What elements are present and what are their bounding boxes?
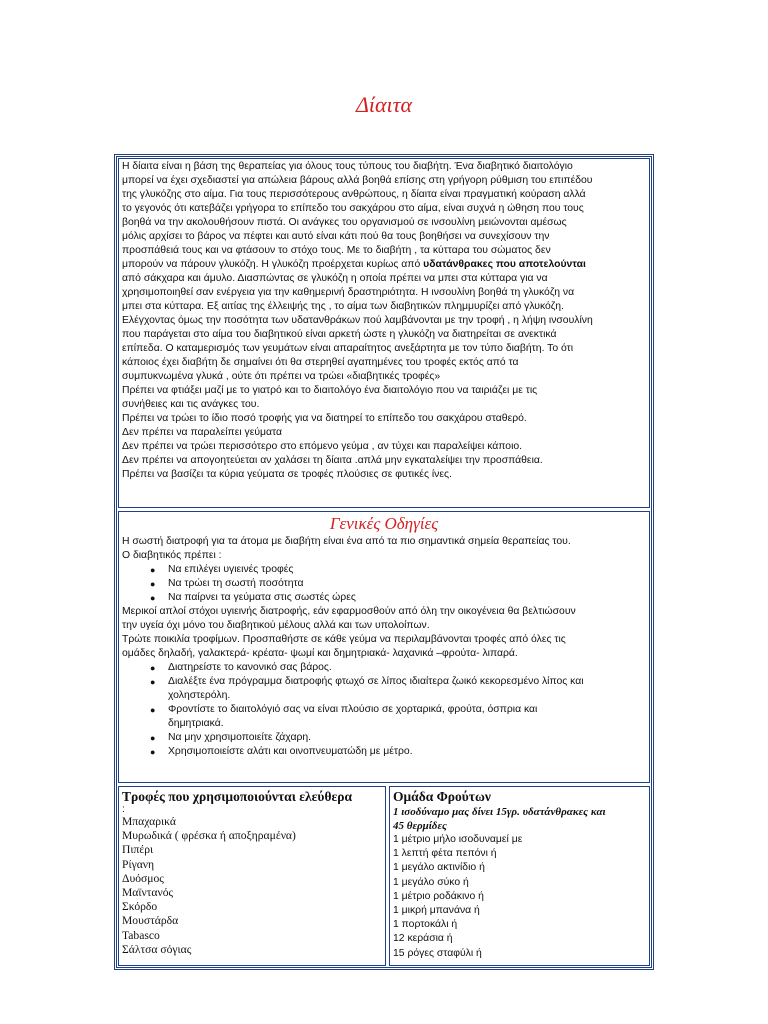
bullet-item: [152, 731, 646, 745]
intro-line: που παράγεται στο αίμα του διαβητικού είναι αρκετή ώστε η γλυκόζη να διατηρείται σε ανεκτικά: [122, 329, 557, 340]
free-food-item: Σκόρδο: [122, 900, 158, 914]
intro-line: από σάκχαρα και άμυλο. Διασπώντας σε γλυκόζη η οποία πρέπει να μπει στα κύτταρα για να: [122, 273, 548, 284]
intro-line: κάποιος έχει διαβήτη δε σημαίνει ότι θα στερηθεί αγαπημένες του τροφές εκτός από τα: [122, 357, 519, 368]
free-food-item: Σάλτσα σόγιας: [122, 942, 192, 956]
free-foods-cell: [118, 786, 386, 966]
intro-line: Δεν πρέπει να απογοητεύεται αν χαλάσει τη δίαιτα .απλά μην εγκαταλείψει την προσπάθεια.: [122, 455, 543, 466]
bullet-icon: ●: [150, 705, 156, 715]
free-foods-heading: Τροφές που χρησιμοποιούνται ελεύθερα: [122, 789, 353, 804]
intro-line: Δεν πρέπει να παραλείπει γεύματα: [122, 427, 282, 438]
intro-cell: [118, 158, 650, 508]
guideline-text: ομάδες δηλαδή, γαλακτερά- κρέατα- ψωμί και δημητριακά- λαχανικά –φρούτα- λιπαρά.: [122, 648, 518, 659]
guideline-text: Ο διαβητικός πρέπει :: [122, 550, 222, 561]
bullet-item: [152, 591, 646, 605]
fruit-item: 12 κεράσια ή: [393, 933, 453, 945]
fruit-item: 1 μέτριο ροδάκινο ή: [393, 890, 484, 902]
bullet-text: Διατηρείστε το κανονικό σας βάρος.: [168, 662, 332, 673]
intro-line: επίπεδα. Ο καταμερισμός των γευμάτων είναι απαραίτητος ανεξάρτητα με τον τύπο διαβήτη. Το ότι: [122, 343, 574, 354]
fruit-item: 1 μεγάλο σύκο ή: [393, 876, 469, 888]
bullet-icon: ●: [150, 677, 156, 687]
bullet-item: [152, 661, 646, 675]
free-food-item: Μπαχαρικά: [122, 815, 176, 828]
guideline-text: Τρώτε ποικιλία τροφίμων. Προσπαθήστε σε κάθε γεύμα να περιλαμβάνονται τροφές από όλες τις: [122, 634, 566, 645]
fruit-group-cell: [389, 786, 650, 966]
intro-line: Πρέπει να φτιάξει μαζί με το γιατρό και το διαιτολόγο ένα διαιτολόγιο που να ταιριάζει με τις: [122, 385, 538, 396]
bullet-text: Φροντίστε το διαιτολόγιό σας να είναι πλούσιο σε χορταρικά, φρούτα, όσπρια και: [168, 704, 538, 715]
free-foods-colon: :: [122, 804, 125, 815]
guidelines-list-2: [122, 661, 646, 759]
free-food-item: Ρίγανη: [122, 857, 155, 871]
guideline-text: Μερικοί απλοί στόχοι υγιεινής διατροφής, εάν εφαρμοσθούν από όλη την οικογένεια θα βελτιώσουν: [122, 606, 576, 617]
bullet-text: χοληστερόλη.: [168, 690, 231, 701]
free-food-item: Μαϊντανός: [122, 886, 174, 900]
intro-line: μπορεί να έχει σχεδιαστεί για απώλεια βάρους αλλά βοηθά επίσης στη γρήγορη ρύθμιση του επιπέδου: [122, 175, 593, 186]
bullet-item: [152, 577, 646, 591]
bullet-icon: ●: [150, 663, 156, 673]
intro-line: συνήθειες και τις ανάγκες του.: [122, 399, 260, 410]
intro-line: Η δίαιτα είναι η βάση της θεραπείας για όλους τους τύπους του διαβήτη. Ένα διαβητικό διαιτολόγιο: [122, 161, 573, 172]
fruit-item: 1 μέτριο μήλο ισοδυναμεί με: [393, 834, 523, 845]
fruit-equivalent-note-2: 45 θερμίδες: [393, 820, 447, 832]
general-guidelines-heading: Γενικές Οδηγίες: [329, 514, 439, 533]
bullet-text: δημητριακά.: [168, 718, 224, 729]
bullet-text: Να επιλέγει υγιεινές τροφές: [168, 564, 294, 575]
bullet-item: [152, 675, 646, 703]
intro-line: το γεγονός ότι κατεβάζει γρήγορα το επίπεδο του σακχάρου στο αίμα, είναι συχνά η ώθηση που τους: [122, 203, 584, 214]
bullet-text: Διαλέξτε ένα πρόγραμμα διατροφής φτωχό σε λίπος ιδιαίτερα ζωικό κεκορεσμένο λίπος και: [168, 676, 584, 687]
bullet-icon: ●: [150, 565, 156, 575]
guidelines-list-1: [122, 563, 646, 605]
bullet-item: [152, 563, 646, 577]
intro-line: της γλυκόζης στο αίμα. Για τους περισσότερους ανθρώπους, η δίαιτα είναι πραγματική κούραση αλλά: [122, 189, 586, 200]
general-guidelines-cell: [118, 511, 650, 783]
intro-line-bold: [122, 258, 646, 272]
bullet-text: Να τρώει τη σωστή ποσότητα: [168, 578, 304, 589]
free-food-item: Tabasco: [122, 928, 160, 942]
bullet-icon: ●: [150, 747, 156, 757]
fruit-item: 1 πορτοκάλι ή: [393, 919, 458, 931]
intro-line: Δεν πρέπει να τρώει περισσότερο στο επόμενο γεύμα , αν τύχει και παραλείψει κάποιο.: [122, 441, 523, 452]
bullet-text: Να μην χρησιμοποιείτε ζάχαρη.: [168, 732, 312, 743]
fruit-equivalent-note-1: 1 ισοδύναμο μας δίνει 15γρ. υδατάνθρακες και: [393, 806, 606, 818]
intro-line: βοηθά να την ακολουθήσουν πιστά. Οι ανάγκες του οργανισμού σε ινσουλίνη μειώνονται αμέσως: [122, 217, 567, 228]
fruit-item: 1 λεπτή φέτα πεπόνι ή: [393, 848, 497, 860]
intro-line: Πρέπει να βασίζει τα κύρια γεύματα σε τροφές πλούσιες σε φυτικές ίνες.: [122, 469, 452, 480]
free-food-item: Μυρωδικά ( φρέσκα ή αποξηραμένα): [122, 829, 296, 843]
intro-line: χρησιμοποιηθεί σαν ενέργεια για την καθημερινή δραστηριότητα. Η ινσουλίνη βοηθά τη γλυκόζη να: [122, 287, 575, 298]
fruit-group-heading: Ομάδα Φρούτων: [393, 789, 491, 804]
guideline-text: Η σωστή διατροφή για τα άτομα με διαβήτη είναι ένα από τα πιο σημαντικά σημεία θεραπείας του.: [122, 536, 571, 547]
fruit-item: 1 μικρή μπανάνα ή: [393, 905, 480, 917]
free-food-item: Μουστάρδα: [122, 914, 179, 928]
fruit-item: 15 ρόγες σταφύλι ή: [393, 947, 482, 959]
bullet-icon: ●: [150, 733, 156, 743]
intro-bold-lead: μπορούν να πάρουν γλυκόζη. Η γλυκόζη προέρχεται κυρίως από: [122, 259, 424, 270]
carbs-bold-phrase: υδατάνθρακες που αποτελούνται: [423, 259, 586, 270]
intro-line: Πρέπει να τρώει το ίδιο ποσό τροφής για να διατηρεί το επίπεδο του σακχάρου σταθερό.: [122, 413, 527, 424]
free-food-item: Πιπέρι: [122, 843, 154, 857]
fruit-item: 1 μεγάλο ακτινίδιο ή: [393, 862, 485, 874]
bullet-item: [152, 745, 646, 759]
bullet-item: [152, 703, 646, 731]
intro-line: μόλις αρχίσει το βάρος να πέφτει και αυτό είναι κάτι πού θα τους βοηθήσει να συνεχίσουν την: [122, 231, 550, 242]
intro-line: προσπάθειά τους και να φτάσουν το στόχο τους. Με το διαβήτη , τα κύτταρα του σώματος δεν: [122, 245, 551, 256]
intro-line: μπει στα κύτταρα. Εξ αιτίας της έλλειψής της , το αίμα των διαβητικών πλημμυρίζει από γλυκόζη.: [122, 301, 564, 312]
intro-line: συμπυκνωμένα γλυκά , ούτε ότι πρέπει να τρώει «διαβητικές τροφές»: [122, 371, 441, 382]
page-title: Δίαιτα: [355, 92, 413, 117]
bullet-text: Χρησιμοποιείστε αλάτι και οινοπνευματώδη με μέτρο.: [168, 746, 413, 757]
bullet-icon: ●: [150, 593, 156, 603]
bullet-icon: ●: [150, 579, 156, 589]
free-food-item: Δυόσμος: [122, 871, 164, 885]
guideline-text: την υγεία όχι μόνο του διαβητικού μέλους αλλά και των υπολοίπων.: [122, 620, 430, 631]
intro-line: Ελέγχοντας όμως την ποσότητα των υδατανθράκων πού λαμβάνονται με την τροφή , η λήψη ινσουλίνη: [122, 315, 593, 326]
bullet-text: Να παίρνει τα γεύματα στις σωστές ώρες: [168, 592, 356, 603]
